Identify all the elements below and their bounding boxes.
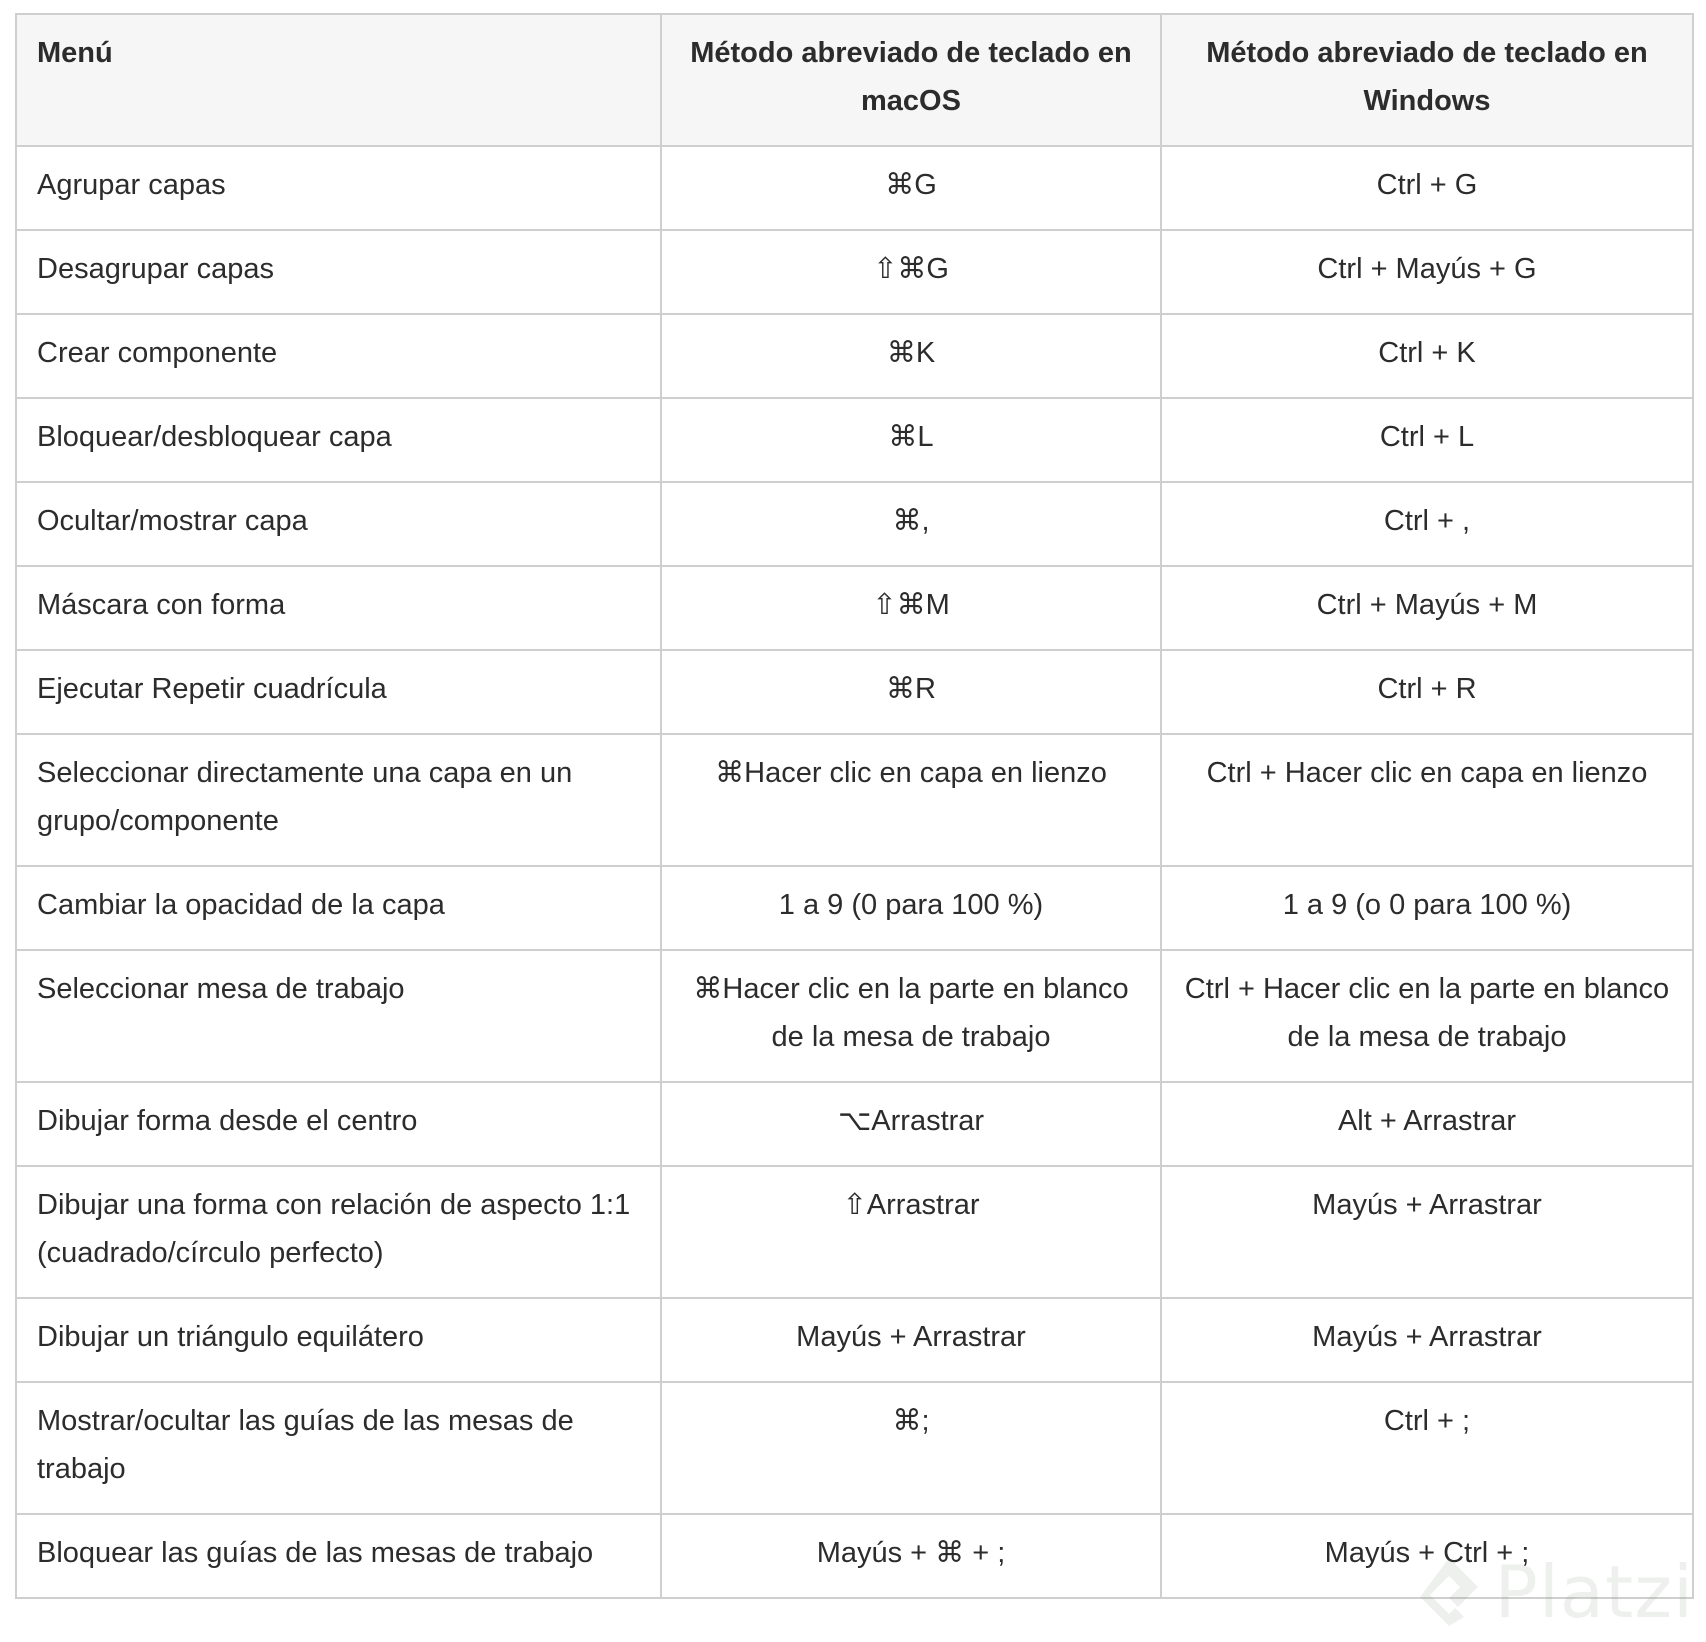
macos-shortcut-cell: Mayús + ⌘ + ;: [661, 1514, 1161, 1598]
windows-shortcut-cell: Ctrl + ,: [1161, 482, 1693, 566]
menu-cell: Agrupar capas: [16, 146, 661, 230]
table-row: [16, 734, 1693, 866]
windows-shortcut-cell: Mayús + Ctrl + ;: [1161, 1514, 1693, 1598]
menu-cell: Dibujar una forma con relación de aspecto 1:1 (cuadrado/círculo perfecto): [16, 1166, 661, 1298]
macos-shortcut-cell: ⌘Hacer clic en la parte en blanco de la mesa de trabajo: [661, 950, 1161, 1082]
menu-cell: Dibujar forma desde el centro: [16, 1082, 661, 1166]
windows-shortcut-cell: Ctrl + R: [1161, 650, 1693, 734]
macos-shortcut-cell: ⌘Hacer clic en capa en lienzo: [661, 734, 1161, 866]
windows-shortcut-cell: Ctrl + Mayús + M: [1161, 566, 1693, 650]
table-row: [16, 482, 1693, 566]
windows-shortcut-cell: Alt + Arrastrar: [1161, 1082, 1693, 1166]
macos-shortcut-cell: ⌘,: [661, 482, 1161, 566]
table-row: [16, 314, 1693, 398]
menu-cell: Máscara con forma: [16, 566, 661, 650]
table-row: [16, 1514, 1693, 1598]
macos-shortcut-cell: 1 a 9 (0 para 100 %): [661, 866, 1161, 950]
macos-shortcut-cell: Mayús + Arrastrar: [661, 1298, 1161, 1382]
macos-shortcut-cell: ⌥Arrastrar: [661, 1082, 1161, 1166]
windows-shortcut-cell: 1 a 9 (o 0 para 100 %): [1161, 866, 1693, 950]
menu-cell: Seleccionar directamente una capa en un grupo/componente: [16, 734, 661, 866]
macos-shortcut-cell: ⌘R: [661, 650, 1161, 734]
macos-shortcut-cell: ⌘L: [661, 398, 1161, 482]
table-row: [16, 950, 1693, 1082]
windows-shortcut-cell: Mayús + Arrastrar: [1161, 1298, 1693, 1382]
windows-shortcut-cell: Ctrl + L: [1161, 398, 1693, 482]
menu-cell: Ejecutar Repetir cuadrícula: [16, 650, 661, 734]
macos-shortcut-cell: ⇧⌘G: [661, 230, 1161, 314]
table-row: [16, 566, 1693, 650]
header-windows-shortcut: Método abreviado de teclado en Windows: [1161, 14, 1693, 146]
shortcuts-table-container: [15, 13, 1692, 1599]
table-row: [16, 1382, 1693, 1514]
header-macos-shortcut: Método abreviado de teclado en macOS: [661, 14, 1161, 146]
menu-cell: Crear componente: [16, 314, 661, 398]
table-row: [16, 1166, 1693, 1298]
table-row: [16, 650, 1693, 734]
table-row: [16, 1298, 1693, 1382]
menu-cell: Seleccionar mesa de trabajo: [16, 950, 661, 1082]
windows-shortcut-cell: Ctrl + Mayús + G: [1161, 230, 1693, 314]
table-row: [16, 866, 1693, 950]
windows-shortcut-cell: Ctrl + Hacer clic en la parte en blanco de la mesa de trabajo: [1161, 950, 1693, 1082]
macos-shortcut-cell: ⇧⌘M: [661, 566, 1161, 650]
windows-shortcut-cell: Ctrl + K: [1161, 314, 1693, 398]
menu-cell: Dibujar un triángulo equilátero: [16, 1298, 661, 1382]
shortcuts-table: [15, 13, 1694, 1599]
macos-shortcut-cell: ⇧Arrastrar: [661, 1166, 1161, 1298]
macos-shortcut-cell: ⌘K: [661, 314, 1161, 398]
menu-cell: Mostrar/ocultar las guías de las mesas de trabajo: [16, 1382, 661, 1514]
menu-cell: Bloquear/desbloquear capa: [16, 398, 661, 482]
table-row: [16, 1082, 1693, 1166]
table-row: [16, 146, 1693, 230]
windows-shortcut-cell: Ctrl + ;: [1161, 1382, 1693, 1514]
macos-shortcut-cell: ⌘;: [661, 1382, 1161, 1514]
macos-shortcut-cell: ⌘G: [661, 146, 1161, 230]
menu-cell: Cambiar la opacidad de la capa: [16, 866, 661, 950]
windows-shortcut-cell: Mayús + Arrastrar: [1161, 1166, 1693, 1298]
menu-cell: Ocultar/mostrar capa: [16, 482, 661, 566]
header-menu: Menú: [16, 14, 661, 146]
header-row: [16, 14, 1693, 146]
windows-shortcut-cell: Ctrl + G: [1161, 146, 1693, 230]
table-row: [16, 398, 1693, 482]
menu-cell: Desagrupar capas: [16, 230, 661, 314]
windows-shortcut-cell: Ctrl + Hacer clic en capa en lienzo: [1161, 734, 1693, 866]
table-row: [16, 230, 1693, 314]
menu-cell: Bloquear las guías de las mesas de trabajo: [16, 1514, 661, 1598]
